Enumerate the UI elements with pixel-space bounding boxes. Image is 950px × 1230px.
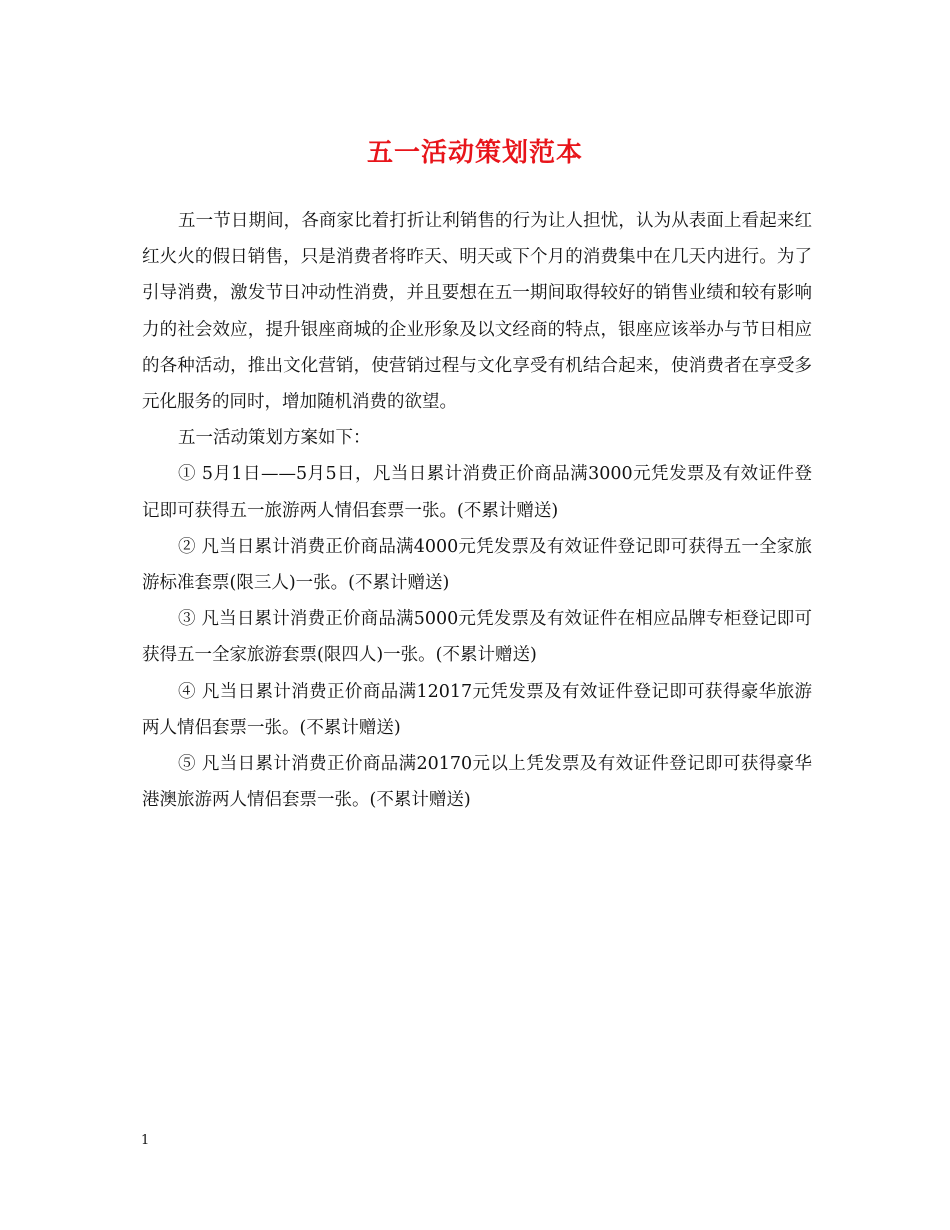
plan-item-4: ④ 凡当日累计消费正价商品满12017元凭发票及有效证件登记即可获得豪华旅游两人情侣套票一张。(不累计赠送) xyxy=(142,681,812,738)
document-title: 五一活动策划范本 xyxy=(366,138,583,168)
page-number: 1 xyxy=(141,1133,150,1148)
plan-item-2: ② 凡当日累计消费正价商品满4000元凭发票及有效证件登记即可获得五一全家旅游标准套票(限三人)一张。(不累计赠送) xyxy=(142,536,812,594)
intro-paragraph: 五一节日期间，各商家比着打折让利销售的行为让人担忧，认为从表面上看起来红红火火的假日销售，只是消费者将昨天、明天或下个月的消费集中在几天内进行。为了引导消费，激发节日冲动性消费，并且要想在五一期间取得较好的销售业绩和较有影响力的社会效应，提升银座商城的企业形象及以文经商的特点，银座应该举办与节日相应的各种活动，推出文化营销，使营销过程与文化享受有机结合起来，使消费者在享受多元化服务的同时，增加随机消费的欲望。 xyxy=(142,211,812,413)
plan-item-5: ⑤ 凡当日累计消费正价商品满20170元以上凭发票及有效证件登记即可获得豪华港澳旅游两人情侣套票一张。(不累计赠送) xyxy=(142,754,812,811)
plan-heading: 五一活动策划方案如下： xyxy=(178,428,371,449)
plan-item-3: ③ 凡当日累计消费正价商品满5000元凭发票及有效证件在相应品牌专柜登记即可获得五一全家旅游套票(限四人)一张。(不累计赠送) xyxy=(142,609,812,666)
plan-item-1: ① 5月1日——5月5日，凡当日累计消费正价商品满3000元凭发票及有效证件登记即可获得五一旅游两人情侣套票一张。(不累计赠送) xyxy=(142,464,812,521)
document-body xyxy=(142,203,812,818)
